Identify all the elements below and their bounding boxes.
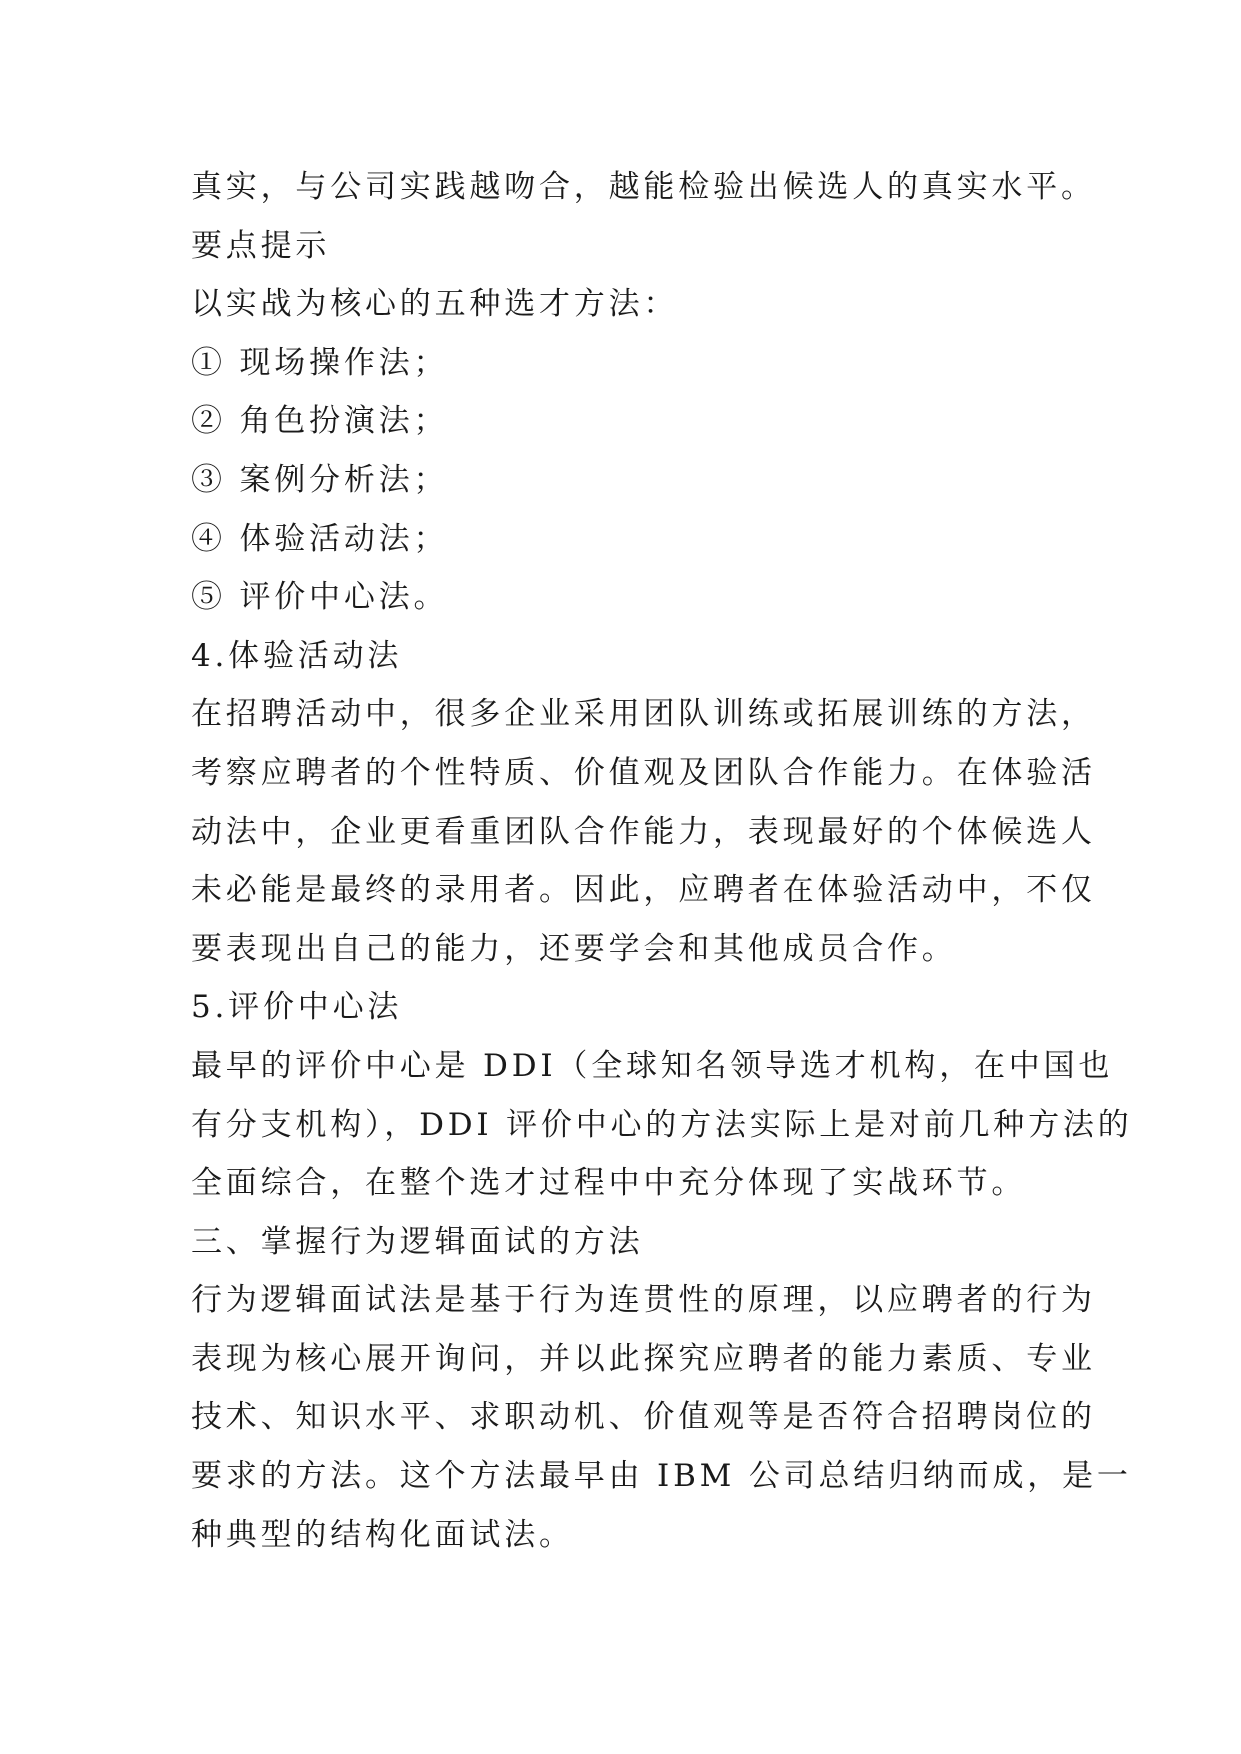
- list-item: ① 现场操作法；: [191, 344, 449, 381]
- section-heading: 5.评价中心法: [191, 989, 403, 1026]
- text-line: 真实，与公司实践越吻合，越能检验出候选人的真实水平。: [191, 169, 1096, 205]
- section-heading: 三、掌握行为逻辑面试的方法: [191, 1223, 644, 1260]
- text-line: 种典型的结构化面试法。: [191, 1516, 574, 1553]
- text-line: 未必能是最终的录用者。因此，应聘者在体验活动中，不仅: [191, 872, 1096, 909]
- text-line: 技术、知识水平、求职动机、价值观等是否符合招聘岗位的: [191, 1399, 1096, 1436]
- text-line: 有分支机构），DDI 评价中心的方法实际上是对前几种方法的: [191, 1106, 1133, 1143]
- text-line: 以实战为核心的五种选才方法：: [191, 286, 679, 323]
- list-item: ⑤ 评价中心法。: [191, 579, 449, 616]
- text-line: 要表现出自己的能力，还要学会和其他成员合作。: [191, 930, 957, 967]
- text-line: 全面综合，在整个选才过程中中充分体现了实战环节。: [191, 1165, 1027, 1202]
- text-line: 动法中，企业更看重团队合作能力，表现最好的个体候选人: [191, 813, 1096, 850]
- section-heading: 要点提示: [191, 227, 331, 264]
- list-item: ④ 体验活动法；: [191, 520, 449, 557]
- document-body: [191, 158, 1133, 1564]
- text-line: 要求的方法。这个方法最早由 IBM 公司总结归纳而成，是一: [191, 1458, 1132, 1495]
- text-line: 在招聘活动中，很多企业采用团队训练或拓展训练的方法，: [191, 696, 1096, 733]
- list-item: ② 角色扮演法；: [191, 403, 449, 440]
- text-line: 考察应聘者的个性特质、价值观及团队合作能力。在体验活: [191, 754, 1096, 791]
- list-item: ③ 案例分析法；: [191, 461, 449, 498]
- text-line: 最早的评价中心是 DDI（全球知名领导选才机构，在中国也: [191, 1047, 1114, 1084]
- text-line: 表现为核心展开询问，并以此探究应聘者的能力素质、专业: [191, 1340, 1096, 1377]
- section-heading: 4.体验活动法: [191, 637, 403, 674]
- text-line: 行为逻辑面试法是基于行为连贯性的原理，以应聘者的行为: [191, 1282, 1096, 1319]
